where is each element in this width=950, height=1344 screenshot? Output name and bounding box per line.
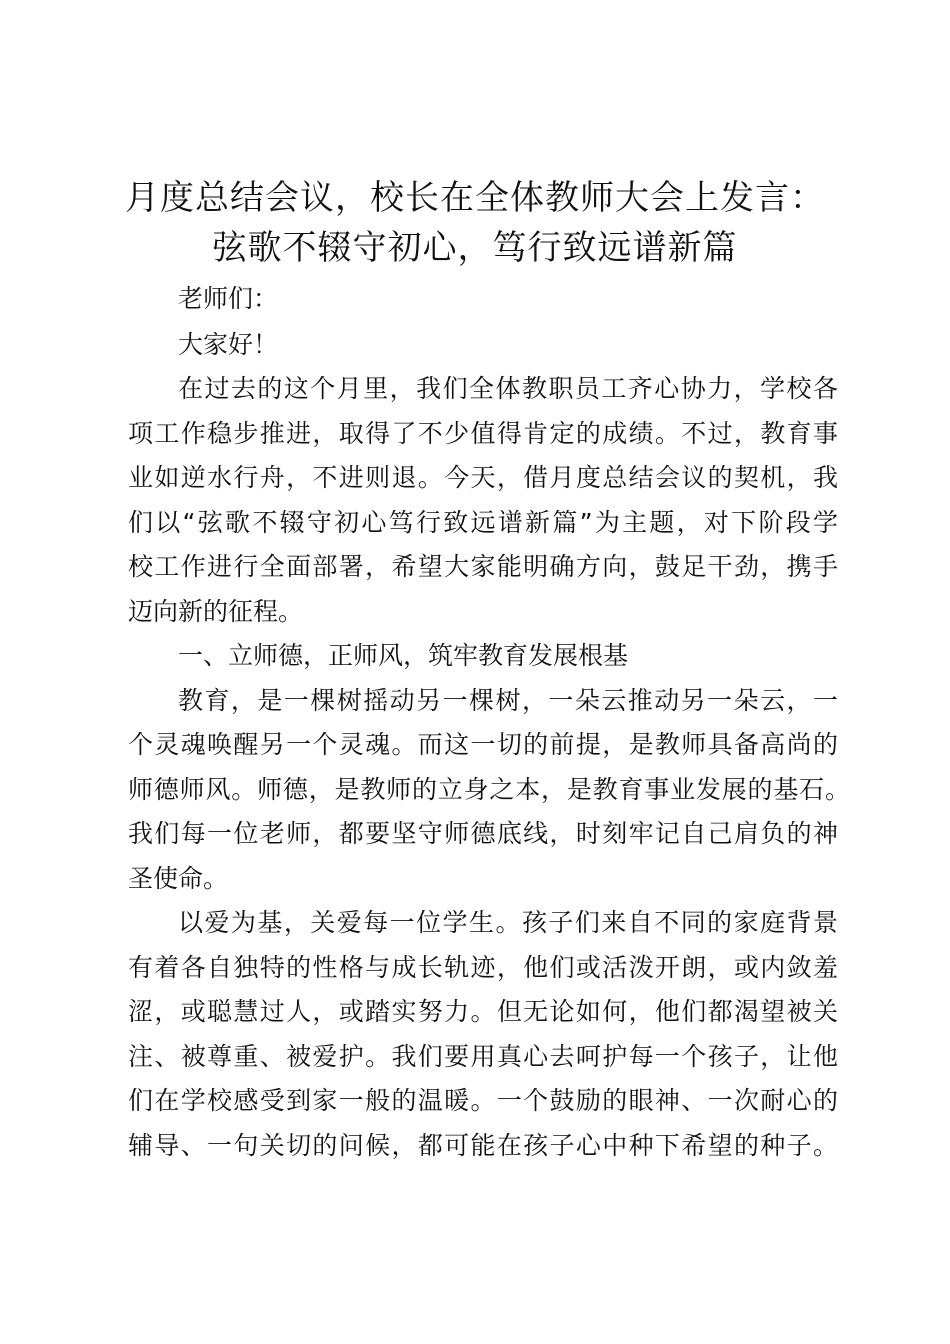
paragraph-line: 辅导、一句关切的问候，都可能在孩子心中种下希望的种子。 — [128, 1131, 838, 1160]
paragraph-line: 我们每一位老师，都要坚守师德底线，时刻牢记自己肩负的神 — [128, 819, 838, 848]
document-title-line-1: 月度总结会议，校长在全体教师大会上发言： — [125, 178, 825, 218]
paragraph-line: 迈向新的征程。 — [128, 597, 304, 626]
salutation: 老师们： — [178, 284, 279, 313]
paragraph-line: 师德师风。师德，是教师的立身之本，是教育事业发展的基石。 — [128, 775, 850, 804]
paragraph-line: 个灵魂唤醒另一个灵魂。而这一切的前提，是教师具备高尚的 — [128, 730, 838, 759]
paragraph-line: 在过去的这个月里，我们全体教职员工齐心协力，学校各 — [178, 374, 838, 403]
paragraph-line: 注、被尊重、被爱护。我们要用真心去呵护每一个孩子，让他 — [128, 1042, 838, 1071]
paragraph-line: 涩，或聪慧过人，或踏实努力。但无论如何，他们都渴望被关 — [128, 997, 838, 1026]
paragraph-line: 教育，是一棵树摇动另一棵树，一朵云推动另一朵云，一 — [178, 686, 838, 715]
paragraph-line: 圣使命。 — [128, 864, 229, 893]
greeting: 大家好！ — [178, 330, 279, 359]
document-title-line-2: 弦歌不辍守初心，笃行致远谱新篇 — [212, 228, 738, 268]
paragraph-line: 校工作进行全面部署，希望大家能明确方向，鼓足干劲，携手 — [128, 552, 838, 581]
paragraph-line: 有着各自独特的性格与成长轨迹，他们或活泼开朗，或内敛羞 — [128, 953, 838, 982]
paragraph-line: 以爱为基，关爱每一位学生。孩子们来自不同的家庭背景 — [178, 908, 838, 937]
paragraph-line: 们在学校感受到家一般的温暖。一个鼓励的眼神、一次耐心的 — [128, 1086, 838, 1115]
section-heading: 一、立师德，正师风，筑牢教育发展根基 — [178, 641, 629, 670]
paragraph-line: 业如逆水行舟，不进则退。今天，借月度总结会议的契机，我 — [128, 463, 838, 492]
paragraph-line: 们以“弦歌不辍守初心笃行致远谱新篇”为主题，对下阶段学 — [128, 508, 838, 537]
paragraph-line: 项工作稳步推进，取得了不少值得肯定的成绩。不过，教育事 — [128, 419, 838, 448]
